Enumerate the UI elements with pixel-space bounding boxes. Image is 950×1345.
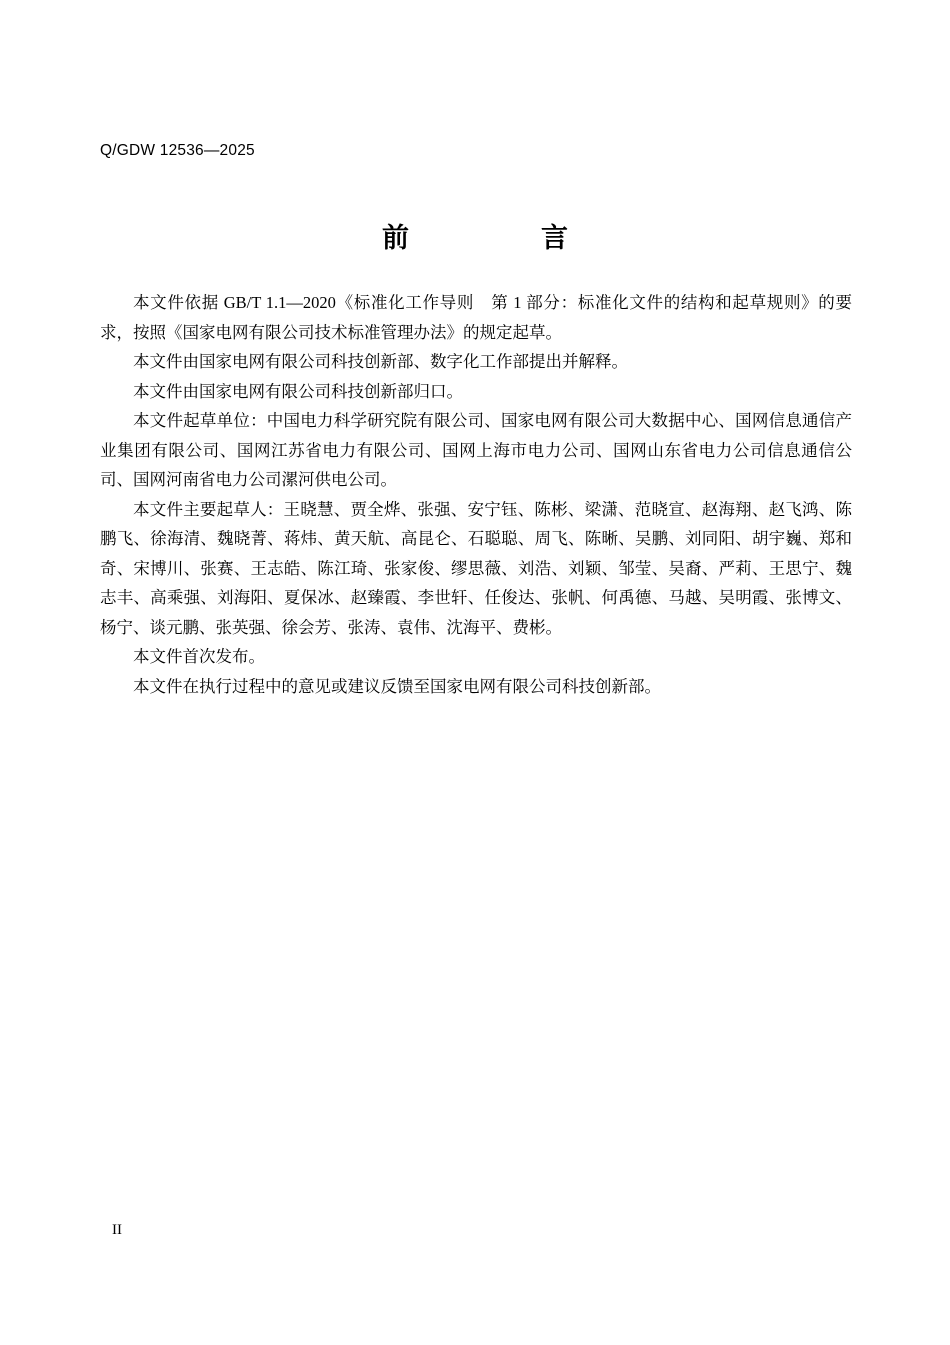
- paragraph: 本文件依据 GB/T 1.1—2020《标准化工作导则 第 1 部分：标准化文件的结构和起草规则》的要求，按照《国家电网有限公司技术标准管理办法》的规定起草。: [100, 293, 852, 342]
- foreword-body: [100, 288, 852, 701]
- page-title: 前 言: [382, 223, 594, 254]
- paragraph: 本文件由国家电网有限公司科技创新部归口。: [133, 381, 463, 401]
- paragraph: 本文件起草单位：中国电力科学研究院有限公司、国家电网有限公司大数据中心、国网信息通信产业集团有限公司、国网江苏省电力有限公司、国网上海市电力公司、国网山东省电力公司信息通信公司、国网河南省电力公司漯河供电公司。: [100, 411, 852, 489]
- paragraph: 本文件由国家电网有限公司科技创新部、数字化工作部提出并解释。: [133, 352, 628, 371]
- paragraph: 本文件在执行过程中的意见或建议反馈至国家电网有限公司科技创新部。: [133, 676, 661, 696]
- paragraph: 本文件首次发布。: [133, 647, 265, 666]
- paragraph: 本文件主要起草人：王晓慧、贾全烨、张强、安宁钰、陈彬、梁潇、范晓宣、赵海翔、赵飞鸿、陈鹏飞、徐海清、魏晓菁、蒋炜、黄天航、高昆仑、石聪聪、周飞、陈晰、吴鹏、刘同阳、胡宇巍、郑和奇、宋博川、张赛、王志皓、陈江琦、张家俊、缪思薇、刘浩、刘颖、邹莹、吴裔、严莉、王思宁、魏志丰、高乘强、刘海阳、夏保冰、赵臻霞、李世轩、任俊达、张帆、何禹德、马越、吴明霞、张博文、杨宁、谈元鹏、张英强、徐会芳、张涛、袁伟、沈海平、费彬。: [100, 499, 852, 637]
- page-number: II: [112, 1222, 122, 1238]
- standard-number-header: Q/GDW 12536—2025: [100, 142, 255, 159]
